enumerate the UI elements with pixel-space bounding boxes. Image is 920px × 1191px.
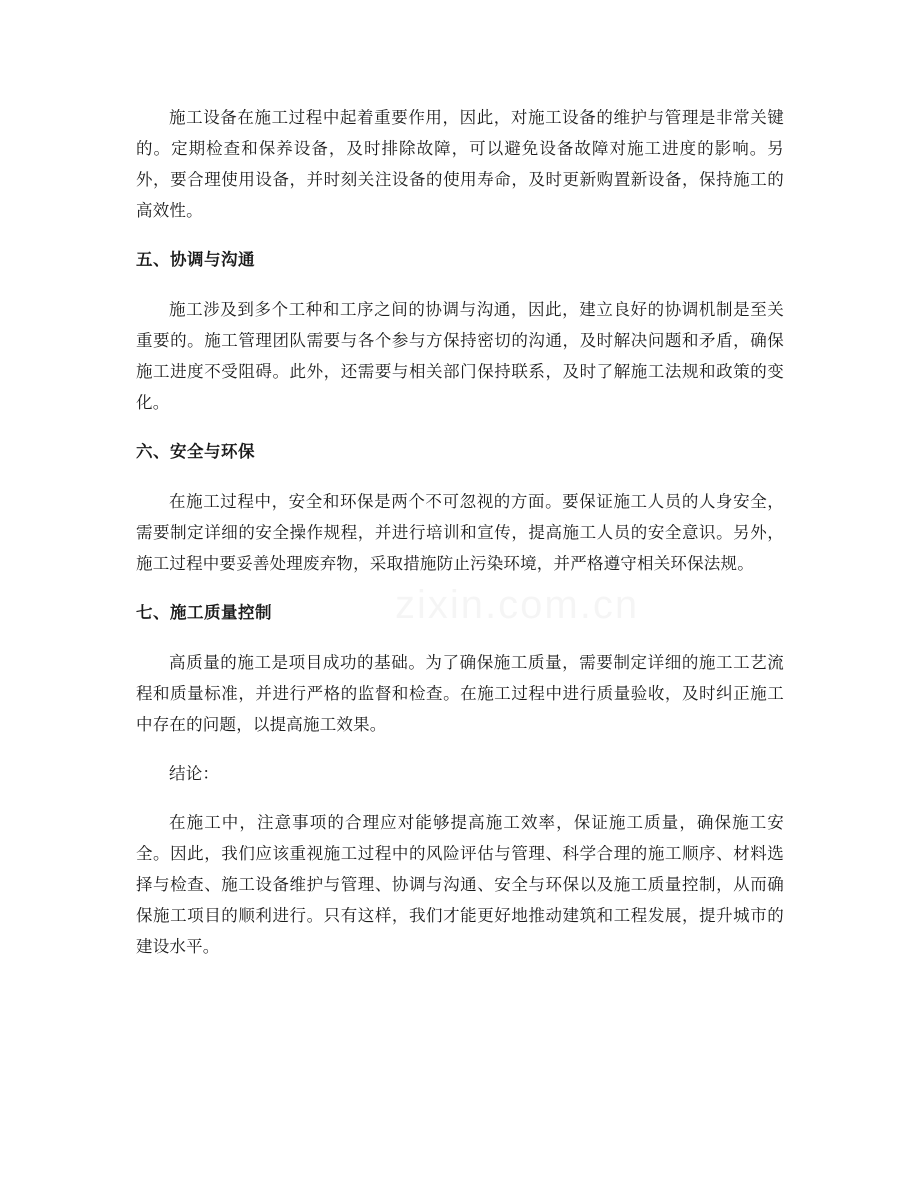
paragraph-equipment: 施工设备在施工过程中起着重要作用，因此，对施工设备的维护与管理是非常关键的。定期检查和保养设备，及时排除故障，可以避免设备故障对施工进度的影响。另外，要合理使用设备，并时刻关注设备的使用寿命，及时更新购置新设备，保持施工的高效性。: [136, 108, 784, 220]
document-body: [136, 102, 784, 962]
paragraph-conclusion: 在施工中，注意事项的合理应对能够提高施工效率，保证施工质量，确保施工安全。因此，我们应该重视施工过程中的风险评估与管理、科学合理的施工顺序、材料选择与检查、施工设备维护与管理、协调与沟通、安全与环保以及施工质量控制，从而确保施工项目的顺利进行。只有这样，我们才能更好地推动建筑和工程发展，提升城市的建设水平。: [136, 813, 784, 956]
heading-quality: 七、施工质量控制: [136, 603, 272, 622]
paragraph-safety: 在施工过程中，安全和环保是两个不可忽视的方面。要保证施工人员的人身安全，需要制定详细的安全操作规程，并进行培训和宣传，提高施工人员的安全意识。另外，施工过程中要妥善处理废弃物，采取措施防止污染环境，并严格遵守相关环保法规。: [136, 492, 784, 573]
paragraph-coordination: 施工涉及到多个工种和工序之间的协调与沟通，因此，建立良好的协调机制是至关重要的。施工管理团队需要与各个参与方保持密切的沟通，及时解决问题和矛盾，确保施工进度不受阻碍。此外，还需要与相关部门保持联系，及时了解施工法规和政策的变化。: [136, 300, 784, 412]
paragraph-conclusion-label: 结论：: [169, 764, 220, 783]
paragraph-quality: 高质量的施工是项目成功的基础。为了确保施工质量，需要制定详细的施工工艺流程和质量标准，并进行严格的监督和检查。在施工过程中进行质量验收，及时纠正施工中存在的问题，以提高施工效果。: [136, 653, 784, 734]
heading-safety: 六、安全与环保: [136, 442, 255, 461]
heading-coordination: 五、协调与沟通: [136, 250, 255, 269]
